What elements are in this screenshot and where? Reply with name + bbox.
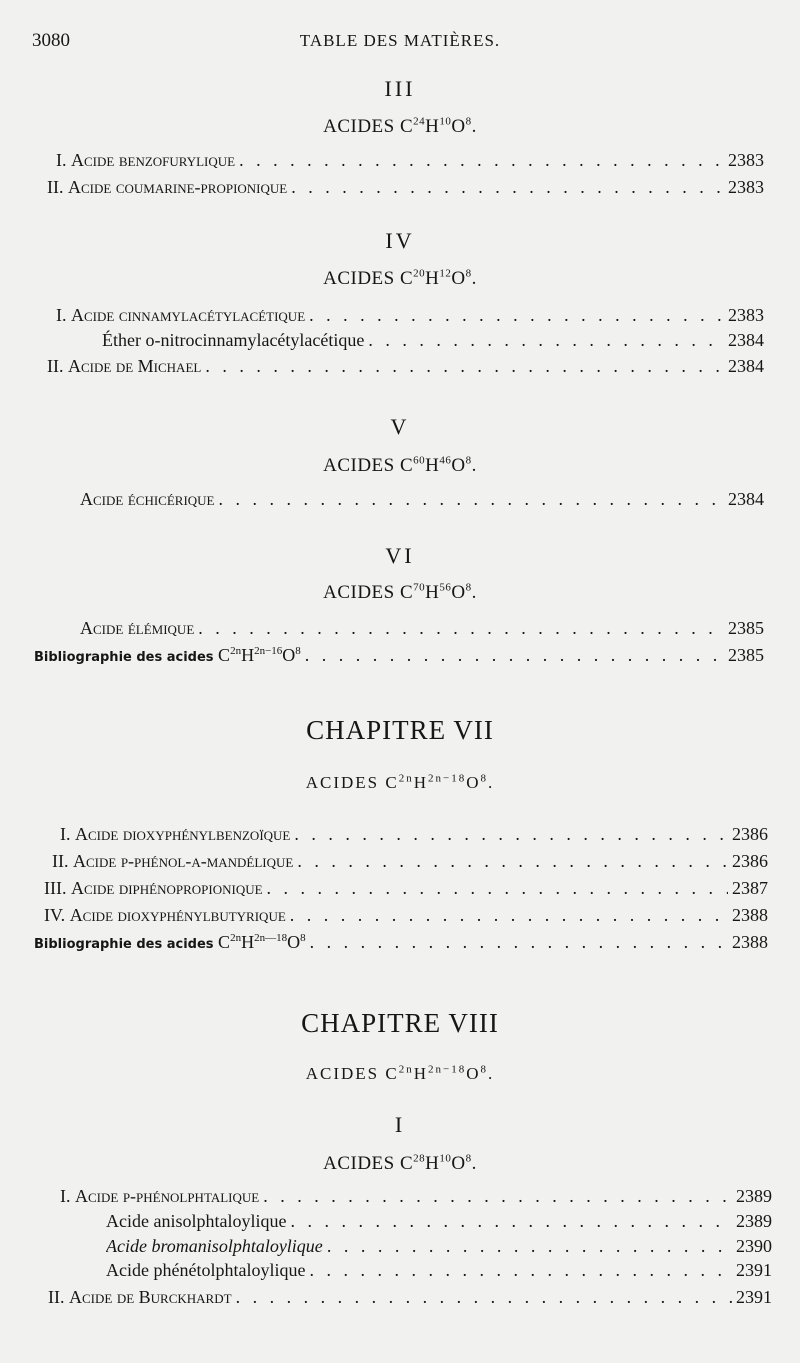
page-ref: 2386 xyxy=(732,851,768,871)
section-heading-i: I xyxy=(394,1112,406,1137)
toc-entry[interactable]: II. Acide p-phénol-α-mandélique . . . 2386 xyxy=(52,851,768,875)
toc-entry[interactable]: Acide phénétolphtaloylique . . . 2391 xyxy=(106,1260,772,1284)
toc-entry[interactable]: Acide bromanisolphtaloylique . . . 2390 xyxy=(106,1236,772,1260)
formula-heading: ACIDES $C^{2n}H^{2n-18}O^8$. xyxy=(305,772,495,792)
chapter-title: CHAPITRE VII xyxy=(306,715,494,745)
bibliography-entry[interactable]: Bibliographie des acides $C^{2n}H^{2n-16}O^8$ . . . 2385 xyxy=(34,645,764,669)
bibliography-entry[interactable]: Bibliographie des acides $C^{2n}H^{2n—18}O^8$ . . . 2388 xyxy=(34,932,768,956)
toc-entry[interactable]: Acide échicérique . . . 2384 xyxy=(80,489,764,513)
toc-entry[interactable]: Acide anisolphtaloylique . . . 2389 xyxy=(106,1211,772,1235)
section-heading-v: V xyxy=(390,414,410,439)
chapter-title: CHAPITRE VIII xyxy=(301,1008,499,1038)
toc-entry[interactable]: II. Acide de Michael . . . 2384 xyxy=(47,356,764,380)
section-heading-iii: III xyxy=(384,76,416,101)
page-ref: 2390 xyxy=(736,1236,772,1256)
page-ref: 2385 xyxy=(728,618,764,638)
toc-entry[interactable]: I. Acide cinnamylacétylacétique . . . 2383 xyxy=(56,305,764,329)
toc-entry[interactable]: III. Acide diphénopropionique . . . 2387 xyxy=(44,878,768,902)
formula-heading: ACIDES $C^{24}H^{10}O^8$. xyxy=(323,115,477,137)
page-ref: 2391 xyxy=(736,1287,772,1307)
formula-heading: ACIDES $C^{28}H^{10}O^8$. xyxy=(323,1152,477,1174)
page-ref: 2388 xyxy=(732,932,768,952)
formula-heading: ACIDES $C^{20}H^{12}O^8$. xyxy=(323,267,477,289)
toc-entry[interactable]: I. Acide benzofurylique . . . 2383 xyxy=(56,150,764,174)
page-ref: 2391 xyxy=(736,1260,772,1280)
page-ref: 2383 xyxy=(728,305,764,325)
page-number: 3080 xyxy=(32,30,70,51)
formula-heading: ACIDES $C^{70}H^{56}O^8$. xyxy=(323,581,477,603)
page-ref: 2388 xyxy=(732,905,768,925)
page-ref: 2386 xyxy=(732,824,768,844)
toc-entry[interactable]: Acide élémique . . . 2385 xyxy=(80,618,764,642)
page-ref: 2383 xyxy=(728,177,764,197)
page-ref: 2384 xyxy=(728,356,764,376)
page-ref: 2385 xyxy=(728,645,764,665)
toc-entry[interactable]: I. Acide dioxyphénylbenzoïque . . . 2386 xyxy=(60,824,768,848)
page-ref: 2383 xyxy=(728,150,764,170)
toc-entry[interactable]: IV. Acide dioxyphénylbutyrique . . . 2388 xyxy=(44,905,768,929)
toc-entry[interactable]: Éther o-nitrocinnamylacétylacétique . . . 2384 xyxy=(102,330,764,354)
page-ref: 2389 xyxy=(736,1186,772,1206)
formula-heading: ACIDES $C^{2n}H^{2n-18}O^8$. xyxy=(305,1063,495,1083)
running-title: TABLE DES MATIÈRES. xyxy=(299,31,501,50)
section-heading-iv: IV xyxy=(385,228,415,253)
page-ref: 2389 xyxy=(736,1211,772,1231)
page-ref: 2387 xyxy=(732,878,768,898)
page-ref: 2384 xyxy=(728,489,764,509)
section-heading-vi: VI xyxy=(385,543,415,568)
formula-heading: ACIDES $C^{60}H^{46}O^8$. xyxy=(323,454,477,476)
toc-entry[interactable]: I. Acide p-phénolphtalique . . . 2389 xyxy=(60,1186,772,1210)
page-ref: 2384 xyxy=(728,330,764,350)
toc-entry[interactable]: II. Acide coumarine-propionique . . . 2383 xyxy=(47,177,764,201)
toc-entry[interactable]: II. Acide de Burckhardt . . . 2391 xyxy=(48,1287,772,1311)
